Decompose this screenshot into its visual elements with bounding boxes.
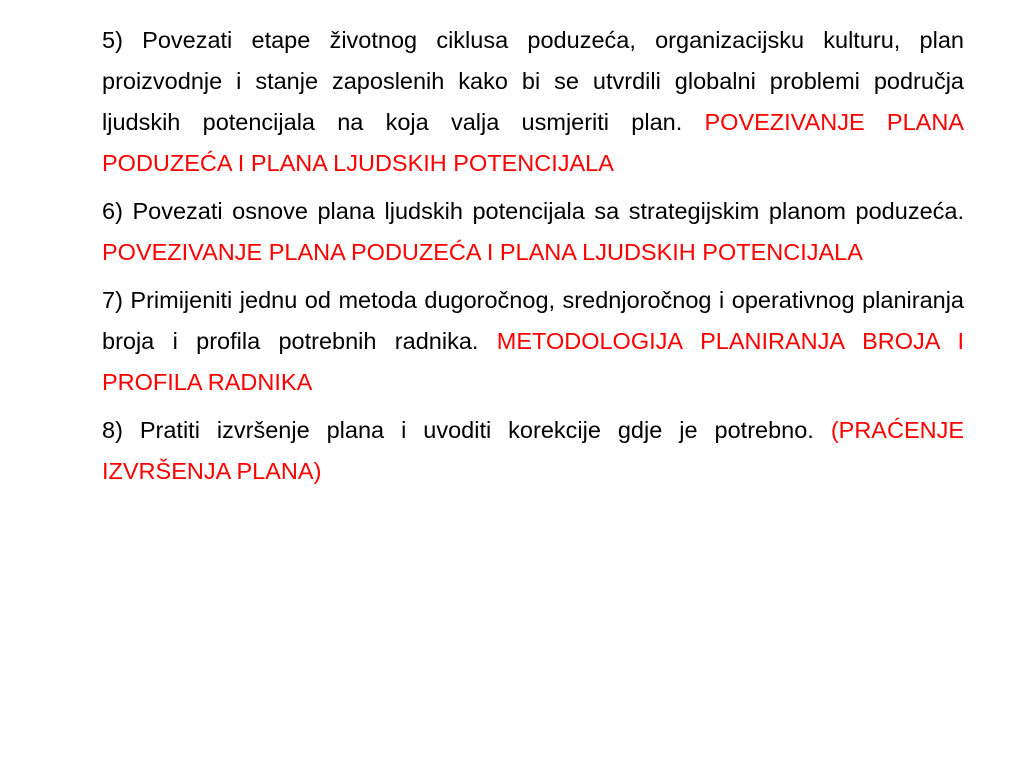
item-text: 5) Povezati etape životnog ciklusa poduzeća, organizacijsku kulturu, plan proizvodnje i stanje zaposlenih kako bi se utvrdili globalni problemi područja ljudskih potencijala na koja valja usmjeriti plan. [102,27,964,135]
slide-body [102,20,964,499]
item-text: 7) Primijeniti jednu od metoda dugoročnog, srednjoročnog i operativnog planiranja broja i profila potrebnih radnika. [102,287,964,354]
item-highlight: METODOLOGIJA PLANIRANJA BROJA I PROFILA RADNIKA [102,328,965,395]
item-highlight: (PRAĆENJE IZVRŠENJA PLANA) [102,417,965,484]
item-text: 8) Pratiti izvršenje plana i uvoditi korekcije gdje je potrebno. [102,417,814,443]
list-item-8 [102,410,964,492]
item-text: 6) Povezati osnove plana ljudskih potencijala sa strategijskim planom poduzeća. [102,198,964,224]
list-item-6 [102,191,964,273]
item-highlight: POVEZIVANJE PLANA PODUZEĆA I PLANA LJUDSKIH POTENCIJALA [102,239,863,265]
list-item-5 [102,20,964,184]
item-highlight: POVEZIVANJE PLANA PODUZEĆA I PLANA LJUDSKIH POTENCIJALA [102,109,964,176]
list-item-7 [102,280,964,403]
